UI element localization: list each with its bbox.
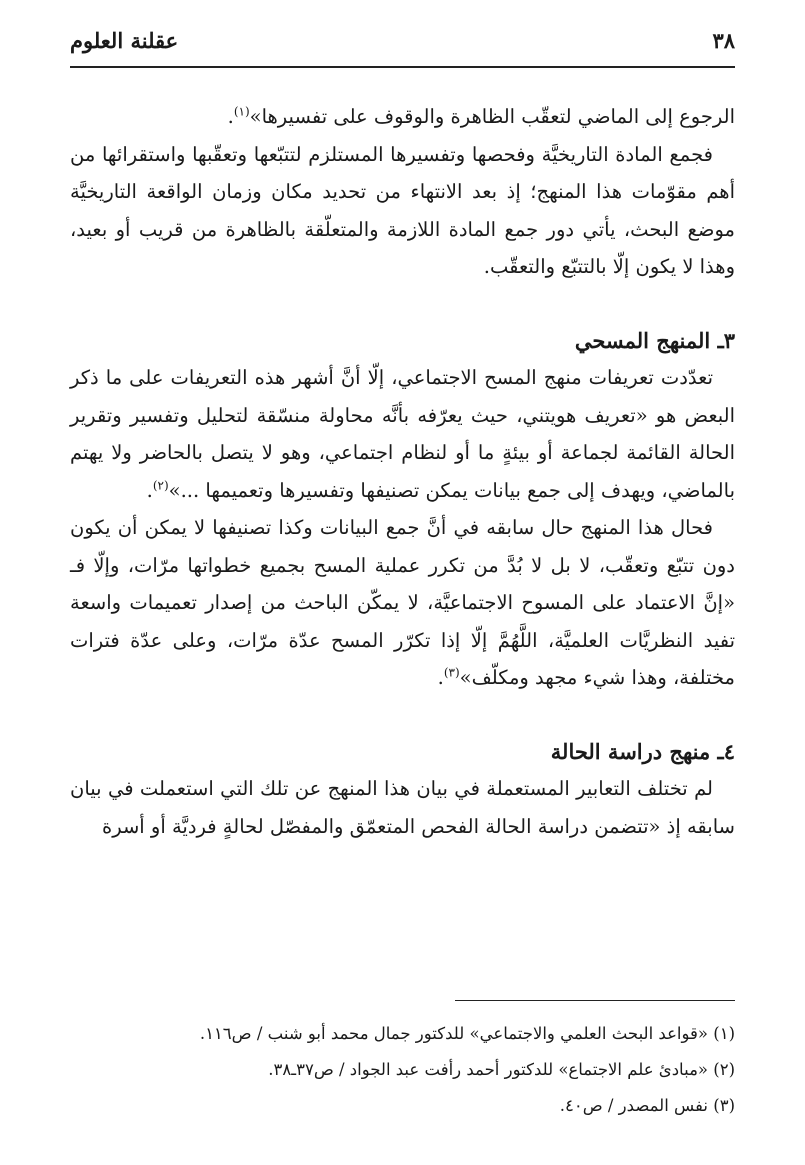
footnote-ref-3[interactable]: (٣)	[443, 665, 460, 680]
paragraph-1: الرجوع إلى الماضي لتعقّب الظاهرة والوقوف على تفسيرها»$^{(١)}$.	[227, 104, 735, 128]
paragraph-2: فجمع المادة التاريخيَّة وفحصها وتفسيرها المستلزم لتتبّعها وتعقّبها واستقرائها من أهم مقوّمات هذا المنهج؛ إذ بعد الانتهاء من تحديد مكان وزمان الواقعة التاريخيَّة موضع البحث، يأتي دور جمع المادة اللازمة والمتعلّقة بالظاهرة من قريب أو بعيد، وهذا لا يكون إلّا بالتتبّع والتعقّب.	[70, 142, 735, 278]
page-number: ٣٨	[712, 27, 735, 53]
book-title: عقلنة العلوم	[70, 27, 179, 53]
body-text	[70, 98, 735, 845]
book-page	[70, 0, 735, 1165]
header-divider	[70, 66, 735, 68]
paragraph-5: لم تختلف التعابير المستعملة في بيان هذا المنهج عن تلك التي استعملت في بيان سابقه إذ «تتضمن دراسة الحالة الفحص المتعمّق والمفصّل لحالةٍ فرديَّة أو أسرة	[70, 777, 735, 838]
footnote-3: (٣) نفس المصدر / ص٤٠.	[559, 1096, 735, 1115]
paragraph-4: فحال هذا المنهج حال سابقه في أنَّ جمع البيانات وكذا تصنيفها لا يمكن أن يكون دون تتبّع وتعقّب، لا بل لا بُدَّ من تكرر عملية المسح بجميع خطواتها مرّات، وإلّا فـ «إنَّ الاعتماد على المسوح الاجتماعيَّة، لا يمكّن الباحث من إصدار تعميمات واسعة تفيد النظريَّات العلميَّة، اللَّهُمَّ إلّا إذا تكرّر المسح عدّة مرّات، وعلى عدّة فترات مختلفة، وهذا شيء مجهد ومكلّف»$^{(٣)}$.	[70, 516, 735, 689]
footnote-ref-2[interactable]: (٢)	[152, 478, 169, 492]
footnote-divider	[455, 1000, 735, 1001]
section-heading-case-study-method: ٤ـ منهج دراسة الحالة	[550, 738, 735, 764]
footnote-2: (٢) «مبادئ علم الاجتماع» للدكتور أحمد رأفت عبد الجواد / ص٣٧ـ٣٨.	[268, 1060, 735, 1079]
footnote-ref-1[interactable]: (١)	[233, 104, 250, 119]
footnote-1: (١) «قواعد البحث العلمي والاجتماعي» للدكتور جمال محمد أبو شنب / ص١١٦.	[199, 1024, 735, 1043]
running-header	[70, 22, 735, 58]
section-heading-survey-method: ٣ـ المنهج المسحي	[574, 327, 735, 353]
paragraph-3: تعدّدت تعريفات منهج المسح الاجتماعي، إلّا أنَّ أشهر هذه التعريفات على ما ذكر البعض هو «تعريف هويتني، حيث يعرّفه بأنَّه محاولة منسّقة لتحليل وتفسير وتقرير الحالة القائمة لجماعة أو بيئةٍ ما أو لنظام اجتماعي، وهو لا يتصل بالحاضر ولا يهتم بالماضي، ويهدف إلى جمع بيانات يمكن تصنيفها وتفسيرها وتعميمها ...»$^{(٢)}$.	[70, 366, 735, 502]
footnotes	[70, 1016, 735, 1124]
